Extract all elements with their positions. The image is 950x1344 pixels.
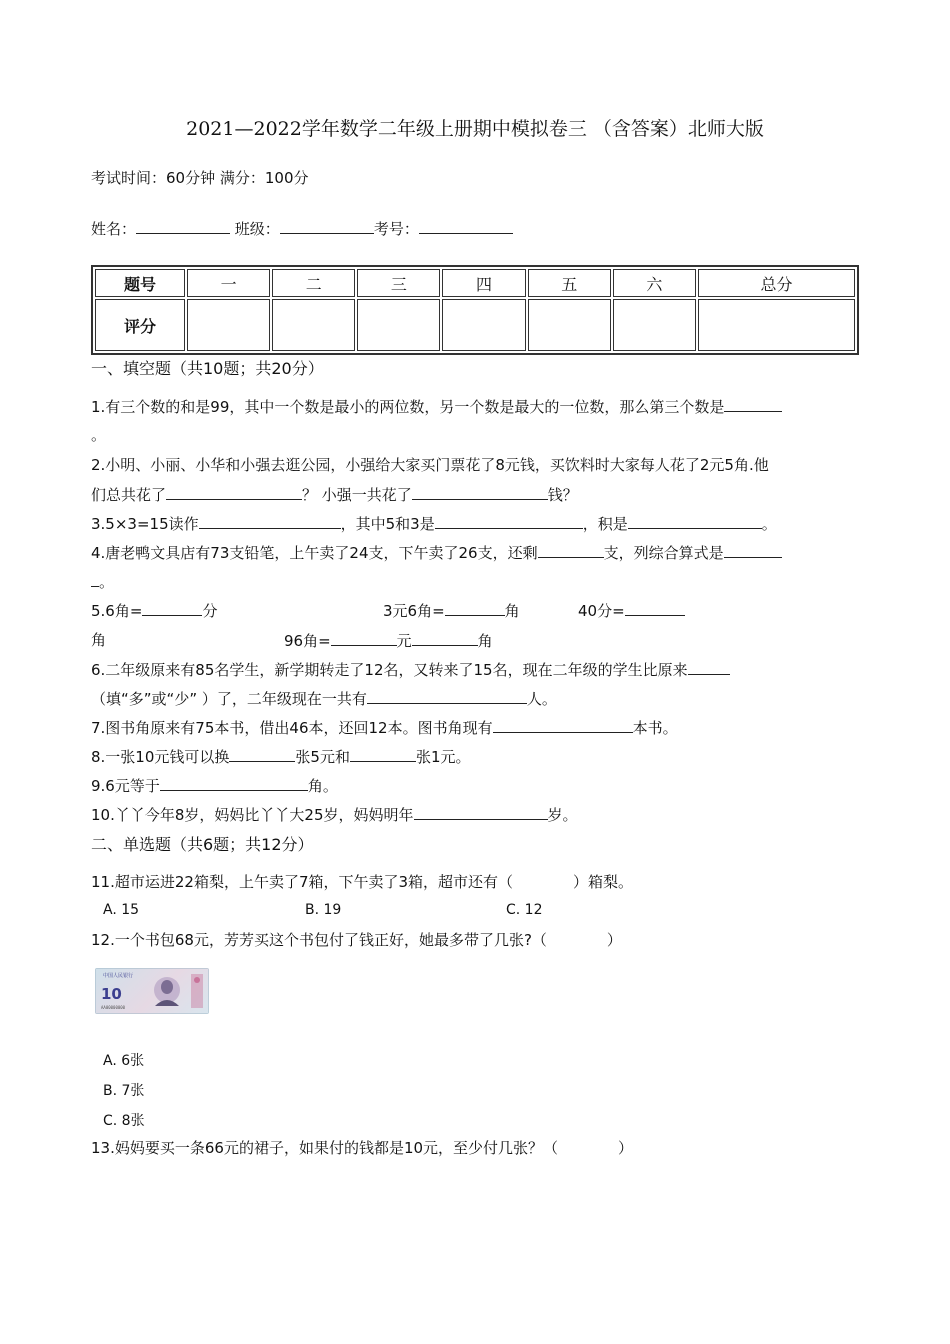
question-12: 12.一个书包68元，芳芳买这个书包付了钱正好，她最多带了几张?（ ）	[91, 931, 622, 949]
q9-text-b: 角。	[307, 777, 338, 795]
question-9	[91, 775, 338, 796]
q3-blank-3[interactable]	[628, 513, 762, 529]
score-cell[interactable]	[442, 299, 525, 351]
score-table	[91, 265, 859, 355]
number-blank[interactable]	[419, 218, 513, 234]
name-label: 姓名：	[91, 220, 137, 238]
q11-option-a[interactable]: A. 15	[103, 902, 140, 918]
score-cell[interactable]	[528, 299, 611, 351]
score-col-6: 六	[613, 269, 696, 297]
score-cell[interactable]	[698, 299, 855, 351]
question-4-line2	[91, 571, 114, 592]
q2-text-b: 们总共花了	[91, 486, 167, 504]
q8-text-a: 8.一张10元钱可以换	[91, 748, 230, 766]
question-6	[91, 659, 730, 680]
q5-blank-2[interactable]	[445, 600, 505, 616]
q5-text-e: 40分=	[578, 602, 625, 620]
score-col-4: 四	[442, 269, 525, 297]
score-col-2: 二	[272, 269, 355, 297]
q1-blank[interactable]	[724, 396, 782, 412]
score-col-total: 总分	[698, 269, 855, 297]
ten-yuan-banknote-image	[95, 968, 209, 1014]
score-cell[interactable]	[357, 299, 440, 351]
score-cell[interactable]	[613, 299, 696, 351]
class-blank[interactable]	[280, 218, 374, 234]
q6-blank-1[interactable]	[688, 659, 730, 675]
q5-blank-1[interactable]	[142, 600, 202, 616]
q5-blank-4[interactable]	[331, 630, 397, 646]
q3-text-d: 。	[761, 515, 777, 533]
q10-blank[interactable]	[414, 804, 548, 820]
class-label: 班级：	[234, 220, 280, 238]
q4-text-a: 4.唐老鸭文具店有73支铅笔，上午卖了24支，下午卖了26支，还剩	[91, 544, 538, 562]
name-blank[interactable]	[136, 218, 230, 234]
q4-blank-1[interactable]	[538, 542, 604, 558]
question-2-line2	[91, 484, 578, 505]
q8-blank-2[interactable]	[350, 746, 416, 762]
q5-text-a: 5.6角=	[91, 602, 143, 620]
q5-text-h: 元	[396, 632, 412, 650]
question-5	[91, 600, 217, 621]
question-5-part3	[578, 600, 685, 621]
question-5-part2	[383, 600, 520, 621]
q5-text-d: 角	[504, 602, 520, 620]
q2-blank-1[interactable]	[166, 484, 302, 500]
q3-text-b: ，其中5和3是	[340, 515, 435, 533]
q5-text-c: 3元6角=	[383, 602, 445, 620]
banknote-serial: AA00000000	[101, 1005, 126, 1010]
q5-text-b: 分	[202, 602, 218, 620]
question-7	[91, 717, 678, 738]
q6-text-b: （填“多”或“少” ）了，二年级现在一共有	[91, 690, 367, 708]
score-header-label: 题号	[95, 269, 185, 297]
q5-text-i: 角	[477, 632, 493, 650]
q12-option-c[interactable]: C. 8张	[103, 1113, 145, 1129]
section-fill-in: 一、填空题（共10题；共20分）	[91, 359, 324, 378]
q11-option-c[interactable]: C. 12	[506, 902, 543, 918]
q5-blank-3[interactable]	[625, 600, 685, 616]
q10-text-b: 岁。	[547, 806, 578, 824]
q3-blank-2[interactable]	[435, 513, 583, 529]
q9-text-a: 9.6元等于	[91, 777, 160, 795]
q3-text-a: 3.5×3=15读作	[91, 515, 199, 533]
question-11: 11.超市运进22箱梨，上午卖了7箱，下午卖了3箱，超市还有（ ）箱梨。	[91, 873, 634, 891]
score-col-1: 一	[187, 269, 270, 297]
section-single-choice: 二、单选题（共6题；共12分）	[91, 835, 314, 854]
question-10	[91, 804, 578, 825]
q2-text-c: ？ 小强一共花了	[302, 486, 412, 504]
question-6-line2	[91, 688, 557, 709]
q7-text-a: 7.图书角原来有75本书，借出46本，还回12本。图书角现有	[91, 719, 493, 737]
score-col-3: 三	[357, 269, 440, 297]
banknote-graphic	[95, 968, 209, 1014]
q7-blank[interactable]	[493, 717, 633, 733]
q6-blank-2[interactable]	[367, 688, 527, 704]
q10-text-a: 10.丫丫今年8岁，妈妈比丫丫大25岁，妈妈明年	[91, 806, 414, 824]
q5-text-f: 角	[91, 631, 107, 649]
student-fields	[91, 218, 513, 239]
question-3	[91, 513, 777, 534]
q4-end: 。	[99, 573, 115, 591]
q8-blank-1[interactable]	[229, 746, 295, 762]
q2-text-d: 钱？	[547, 486, 578, 504]
score-row-label: 评分	[95, 299, 185, 351]
q4-blank-2[interactable]	[724, 542, 782, 558]
number-label: 考号：	[373, 220, 419, 238]
q2-blank-2[interactable]	[412, 484, 548, 500]
question-1	[91, 396, 782, 417]
q4-blank-2-cont[interactable]	[91, 571, 99, 587]
question-2: 2.小明、小丽、小华和小强去逛公园，小强给大家买门票花了8元钱，买饮料时大家每人花了2元5角.他	[91, 456, 769, 474]
page-title: 2021—2022学年数学二年级上册期中模拟卷三 （含答案）北师大版	[186, 118, 764, 140]
banknote-bank-name: 中国人民银行	[103, 973, 134, 979]
q8-text-c: 张1元。	[415, 748, 471, 766]
q6-text-a: 6.二年级原来有85名学生，新学期转走了12名，又转来了15名，现在二年级的学生比原来	[91, 661, 688, 679]
question-5-part4	[284, 630, 493, 651]
question-4	[91, 542, 782, 563]
banknote-value: 10	[101, 985, 122, 1003]
exam-info: 考试时间：60分钟 满分：100分	[91, 169, 309, 187]
score-cell[interactable]	[272, 299, 355, 351]
q12-option-b[interactable]: B. 7张	[103, 1083, 145, 1099]
q4-text-b: 支，列综合算式是	[603, 544, 724, 562]
q3-blank-1[interactable]	[199, 513, 341, 529]
q3-text-c: ，积是	[582, 515, 628, 533]
score-cell[interactable]	[187, 299, 270, 351]
q9-blank[interactable]	[160, 775, 308, 791]
q8-text-b: 张5元和	[295, 748, 350, 766]
question-13: 13.妈妈要买一条66元的裙子，如果付的钱都是10元，至少付几张？（ ）	[91, 1139, 634, 1157]
q1-end: 。	[91, 426, 107, 444]
q6-text-c: 人。	[526, 690, 557, 708]
q1-text: 1.有三个数的和是99，其中一个数是最小的两位数，另一个数是最大的一位数，那么第三个数是	[91, 398, 725, 416]
q12-option-a[interactable]: A. 6张	[103, 1053, 145, 1069]
score-col-5: 五	[528, 269, 611, 297]
q7-text-b: 本书。	[632, 719, 678, 737]
q11-option-b[interactable]: B. 19	[305, 902, 342, 918]
q5-blank-5[interactable]	[412, 630, 478, 646]
q5-text-g: 96角=	[284, 632, 331, 650]
question-8	[91, 746, 471, 767]
